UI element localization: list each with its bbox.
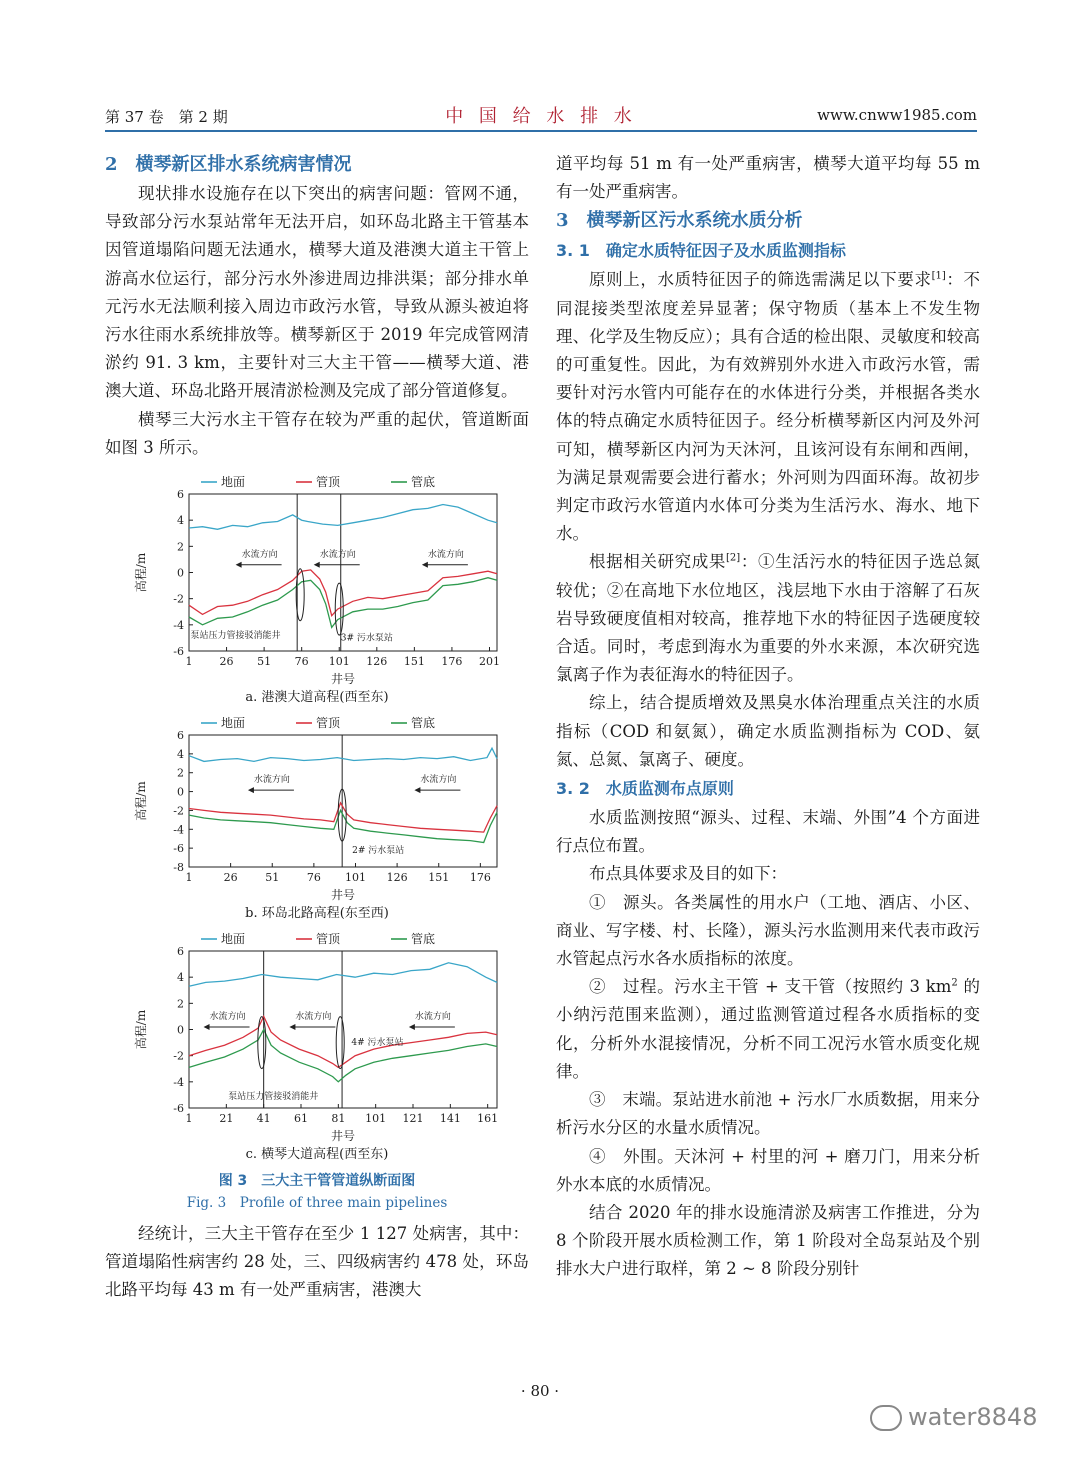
x-tick-label: 121 bbox=[402, 1112, 424, 1126]
y-tick-label: 6 bbox=[177, 945, 184, 959]
flow-arrowhead bbox=[248, 787, 254, 793]
y-tick-label: -8 bbox=[173, 861, 184, 875]
x-tick-label: 1 bbox=[185, 871, 193, 885]
y-tick-label: 6 bbox=[177, 488, 184, 502]
paragraph: 经统计，三大主干管存在至少 1 127 处病害，其中：管道塌陷性病害约 28 处，三、四级病害约 478 处，环岛北路平均每 43 m 有一处严重病害，港澳大 bbox=[105, 1224, 529, 1300]
y-tick-label: 2 bbox=[177, 540, 184, 554]
highlight-ellipse bbox=[335, 583, 343, 635]
annotation: 水流方向 bbox=[427, 549, 464, 560]
flow-arrowhead bbox=[236, 562, 242, 568]
y-tick-label: 2 bbox=[177, 997, 184, 1011]
paragraph: 现状排水设施存在以下突出的病害问题：管网不通，导致部分污水泵站常年无法开启，如环岛北路主干管基本因管道塌陷问题无法通水，横琴大道及港澳大道主干管上游高水位运行，部分污水外渗进周边排洪渠；部分排水单元污水无法顺利接入周边市政污水管，导致从源头被迫将污水往雨水系统排放等。横琴新区于 2019 年完成管网清淤约 91. 3 km，主要针对三大主干管——横琴大道、港澳大道、环岛北路开展清淤检测及完成了部分管道修复。 bbox=[105, 184, 529, 401]
x-tick-label: 81 bbox=[331, 1112, 346, 1126]
paragraph: 水质监测按照“源头、过程、末端、外围”4 个方面进行点位布置。 bbox=[556, 808, 980, 856]
x-tick-label: 1 bbox=[185, 1112, 193, 1126]
plot-frame bbox=[189, 951, 497, 1108]
paragraph bbox=[556, 266, 980, 548]
y-tick-label: 4 bbox=[177, 971, 184, 985]
journal-url[interactable]: www.cnww1985.com bbox=[817, 106, 977, 124]
x-tick-label: 126 bbox=[386, 871, 408, 885]
annotation: 水流方向 bbox=[253, 775, 290, 786]
x-tick-label: 21 bbox=[219, 1112, 234, 1126]
section-heading-2: 2 横琴新区排水系统病害情况 bbox=[105, 154, 352, 175]
y-axis-label: 高程/m bbox=[134, 1009, 148, 1050]
y-tick-label: -6 bbox=[173, 842, 184, 856]
x-tick-label: 101 bbox=[344, 871, 366, 885]
y-tick-label: -2 bbox=[173, 592, 184, 606]
x-tick-label: 1 bbox=[185, 655, 193, 669]
y-tick-label: 4 bbox=[177, 747, 184, 761]
x-axis-label: 井号 bbox=[330, 672, 356, 687]
chart-b bbox=[127, 713, 507, 903]
y-tick-label: -6 bbox=[173, 645, 184, 659]
running-header bbox=[105, 100, 977, 130]
flow-arrowhead bbox=[314, 562, 320, 568]
annotation: 水流方向 bbox=[209, 1012, 246, 1023]
series-line bbox=[189, 963, 497, 987]
y-axis-label: 高程/m bbox=[134, 781, 148, 821]
annotation: 3# 污水泵站 bbox=[340, 633, 393, 644]
y-tick-label: -2 bbox=[173, 804, 184, 818]
subsection-heading-3-2: 3. 2 水质监测布点原则 bbox=[556, 779, 734, 799]
paragraph: 布点具体要求及目的如下： bbox=[589, 864, 787, 884]
x-tick-label: 176 bbox=[469, 871, 491, 885]
x-tick-label: 161 bbox=[477, 1112, 499, 1126]
text: ：不同混接类型浓度差异显著；保守物质（基本上不发生物理、化学及生物反应）；具有合适的检出限、灵敏度和较高的可重复性。因此，为有效辨别外水进入市政污水管，需要针对污水管内可能存在的水体进行分类，并根据各类水体的特点确定水质特征因子。经分析横琴新区内河及外河可知，横琴新区内河为天沐河，且该河设有东闸和西闸，为满足景观需要会进行蓄水；外河则为四面环海。故初步判定市政污水管道内水体可分类为生活污水、海水、地下水。 bbox=[556, 270, 981, 544]
page-number: · 80 · bbox=[520, 1382, 560, 1400]
x-axis-label: 井号 bbox=[330, 888, 356, 903]
citation[interactable]: [2] bbox=[726, 552, 741, 564]
x-tick-label: 26 bbox=[219, 655, 234, 669]
y-tick-label: 6 bbox=[177, 729, 184, 743]
chart-a bbox=[127, 472, 507, 687]
series-line bbox=[189, 505, 497, 530]
citation[interactable]: [1] bbox=[931, 270, 946, 282]
watermark-text: water8848 bbox=[908, 1403, 1038, 1431]
chart-c bbox=[127, 929, 507, 1144]
annotation: 水流方向 bbox=[241, 549, 278, 560]
x-tick-label: 41 bbox=[256, 1112, 271, 1126]
legend-label: 管顶 bbox=[316, 475, 341, 490]
paragraph bbox=[556, 548, 980, 689]
legend-label: 地面 bbox=[221, 932, 246, 947]
flow-arrowhead bbox=[414, 787, 420, 793]
right-column bbox=[556, 150, 980, 1284]
header-rule bbox=[105, 130, 977, 132]
series-line bbox=[189, 748, 497, 761]
y-tick-label: -4 bbox=[173, 823, 184, 837]
flow-arrowhead bbox=[409, 1024, 415, 1030]
series-line bbox=[189, 803, 497, 832]
x-tick-label: 176 bbox=[441, 655, 463, 669]
y-tick-label: 0 bbox=[177, 1023, 184, 1037]
text: ：①生活污水的特征因子选总氮较优；②在高地下水位地区，浅层地下水由于溶解了石灰岩导致硬度值相对较高，推荐地下水的特征因子选硬度较合适。同时，考虑到海水为重要的外水来源，本次研究选氯离子作为表征海水的特征因子。 bbox=[556, 552, 981, 685]
flow-arrowhead bbox=[422, 562, 428, 568]
series-line bbox=[189, 810, 497, 842]
flow-arrowhead bbox=[289, 1024, 295, 1030]
text: 的小纳污范围来监测），通过监测管道过程各水质指标的变化，分析外水混接情况，分析不同工况污水管水质变化规律。 bbox=[556, 977, 980, 1081]
x-tick-label: 51 bbox=[265, 871, 280, 885]
plot-frame bbox=[189, 735, 497, 867]
legend-label: 管底 bbox=[411, 716, 436, 731]
text: 根据相关研究成果 bbox=[589, 552, 727, 572]
x-tick-label: 126 bbox=[366, 655, 388, 669]
flow-arrowhead bbox=[204, 1024, 210, 1030]
x-tick-label: 51 bbox=[257, 655, 272, 669]
list-item: ① 源头。各类属性的用水户（工地、酒店、小区、商业、写字楼、村、长隆），源头污水监测用来代表市政污水管起点污水各水质指标的浓度。 bbox=[556, 892, 980, 969]
y-tick-label: 0 bbox=[177, 785, 184, 799]
text: ② 过程。污水主干管 + 支干管（按照约 3 km bbox=[589, 977, 952, 997]
x-tick-label: 151 bbox=[428, 871, 450, 885]
y-tick-label: -4 bbox=[173, 618, 184, 632]
x-tick-label: 76 bbox=[306, 871, 321, 885]
paragraph: 综上，结合提质增效及黑臭水体治理重点关注的水质指标（COD 和氨氮），确定水质监测指标为 COD、氨氮、总氮、氯离子、硬度。 bbox=[556, 693, 980, 769]
superscript: 2 bbox=[951, 977, 958, 989]
legend-label: 地面 bbox=[221, 475, 246, 490]
paragraph: 道平均每 51 m 有一处严重病害，横琴大道平均每 55 m 有一处严重病害。 bbox=[556, 154, 980, 202]
highlight-ellipse bbox=[336, 1017, 344, 1069]
plot-frame bbox=[189, 494, 497, 651]
list-item: ④ 外围。天沐河 + 村里的河 + 磨刀门，用来分析外水本底的水质情况。 bbox=[556, 1146, 980, 1194]
journal-title: 中 国 给 水 排 水 bbox=[445, 106, 637, 127]
list-item: ③ 末端。泵站进水前池 + 污水厂水质数据，用来分析污水分区的水量水质情况。 bbox=[556, 1090, 980, 1138]
x-tick-label: 76 bbox=[294, 655, 309, 669]
annotation: 2# 污水泵站 bbox=[352, 845, 405, 856]
figure-caption-en: Fig. 3 Profile of three main pipelines bbox=[186, 1195, 448, 1212]
annotation: 泵站压力管接驳消能井 bbox=[228, 1091, 319, 1102]
text: 原则上，水质特征因子的筛选需满足以下要求 bbox=[589, 270, 932, 290]
annotation: 水流方向 bbox=[420, 775, 457, 786]
annotation: 水流方向 bbox=[414, 1012, 451, 1023]
legend-label: 管底 bbox=[411, 475, 436, 490]
section-heading-3: 3 横琴新区污水系统水质分析 bbox=[556, 210, 803, 232]
x-tick-label: 101 bbox=[365, 1112, 387, 1126]
annotation: 泵站压力管接驳消能井 bbox=[190, 630, 281, 641]
legend-label: 管顶 bbox=[316, 932, 341, 947]
figure-caption-cn: 图 3 三大主干管管道纵断面图 bbox=[218, 1173, 416, 1190]
legend-label: 管顶 bbox=[316, 716, 341, 731]
y-tick-label: -4 bbox=[173, 1075, 184, 1089]
subcaption-b: b. 环岛北路高程(东至西) bbox=[245, 906, 389, 922]
y-tick-label: 0 bbox=[177, 566, 184, 580]
x-tick-label: 141 bbox=[439, 1112, 461, 1126]
list-item bbox=[556, 973, 980, 1086]
x-tick-label: 201 bbox=[478, 655, 500, 669]
annotation: 水流方向 bbox=[295, 1012, 332, 1023]
legend-label: 地面 bbox=[221, 716, 246, 731]
volume-issue: 第 37 卷 第 2 期 bbox=[105, 108, 228, 126]
watermark bbox=[870, 1403, 1037, 1431]
x-tick-label: 61 bbox=[294, 1112, 308, 1126]
y-tick-label: -2 bbox=[173, 1049, 184, 1063]
x-axis-label: 井号 bbox=[330, 1129, 356, 1144]
annotation: 水流方向 bbox=[319, 549, 356, 560]
left-column bbox=[105, 150, 529, 1305]
paragraph: 横琴三大污水主干管存在较为严重的起伏，管道断面如图 3 所示。 bbox=[105, 409, 529, 457]
legend-label: 管底 bbox=[411, 932, 436, 947]
y-tick-label: 2 bbox=[177, 766, 184, 780]
subcaption-c: c. 横琴大道高程(西至东) bbox=[245, 1147, 389, 1163]
subsection-heading-3-1: 3. 1 确定水质特征因子及水质监测指标 bbox=[556, 241, 846, 261]
x-tick-label: 151 bbox=[403, 655, 425, 669]
y-tick-label: -6 bbox=[173, 1102, 184, 1116]
figure-3 bbox=[105, 472, 529, 1214]
subcaption-a: a. 港澳大道高程(西至东) bbox=[245, 690, 389, 706]
chat-bubble-icon bbox=[870, 1405, 902, 1431]
annotation: 4# 污水泵站 bbox=[351, 1038, 404, 1049]
y-axis-label: 高程/m bbox=[134, 552, 148, 593]
paragraph: 结合 2020 年的排水设施清淤及病害工作推进，分为 8 个阶段开展水质检测工作，第 1 阶段对全岛泵站及个别排水大户进行取样，第 2 ~ 8 阶段分别针 bbox=[556, 1202, 980, 1279]
x-tick-label: 26 bbox=[223, 871, 238, 885]
highlight-ellipse bbox=[258, 1017, 266, 1069]
x-tick-label: 101 bbox=[328, 655, 350, 669]
y-tick-label: 4 bbox=[177, 514, 184, 528]
